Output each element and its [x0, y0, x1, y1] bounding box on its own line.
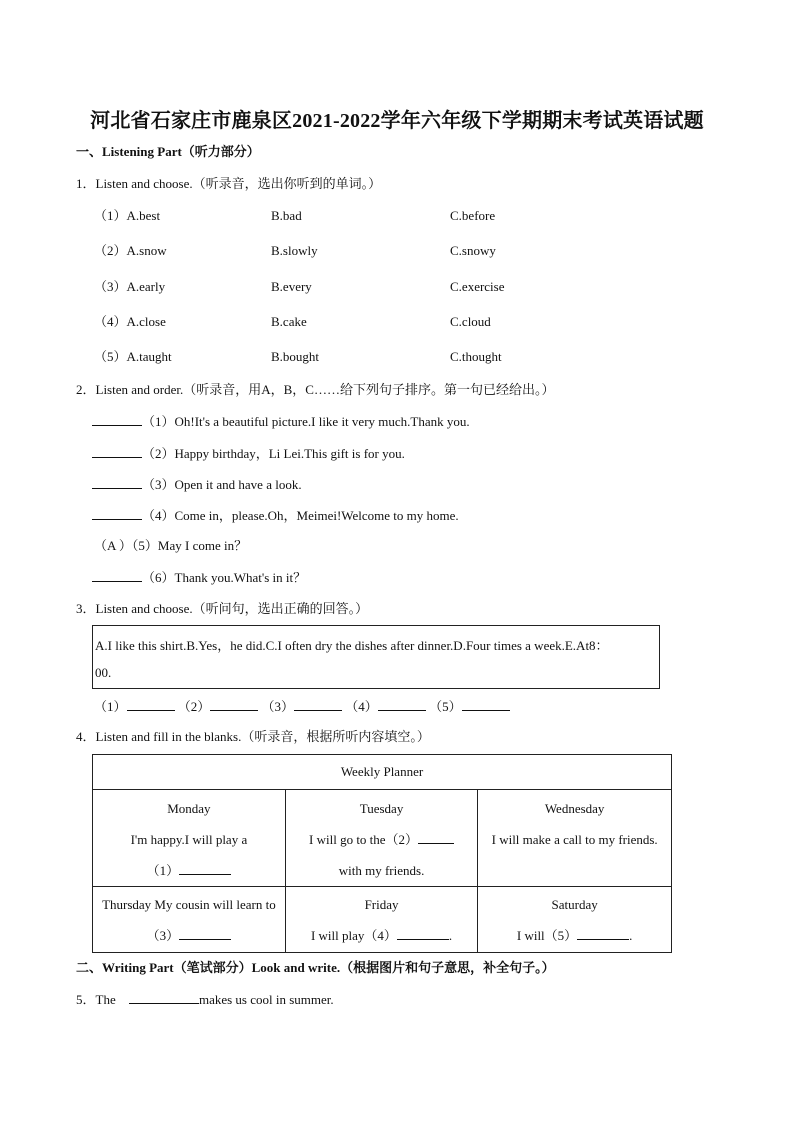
q2-item-text: （2）Happy birthday，Li Lei.This gift is for you. [142, 446, 405, 461]
cell-text: Thursday My cousin will learn to [102, 897, 276, 912]
q1-row3-option-c: C.exercise [450, 279, 505, 294]
planner-header: Weekly Planner [93, 755, 672, 790]
cell-text: I will go to the（2） [309, 832, 419, 847]
cell-answer-line [93, 920, 285, 951]
q3-options-line2: 00. [95, 665, 112, 680]
q3-answer-label: （1） [94, 699, 127, 714]
q1-row5-option-a: （5）A.taught [94, 349, 172, 364]
cell-text: with my friends. [338, 863, 425, 878]
cell-answer-line [286, 920, 477, 951]
q5-sentence [76, 991, 334, 1008]
day-label: Monday [167, 801, 211, 816]
answer-blank[interactable] [179, 927, 231, 940]
q2-item-text: （3）Open it and have a look. [142, 477, 302, 492]
answer-blank[interactable] [294, 698, 342, 711]
q3-answer-label: （2） [177, 699, 211, 714]
cell-text: . [448, 928, 453, 943]
q2-item [92, 445, 405, 462]
q3-answer-label: （3） [261, 699, 295, 714]
answer-blank[interactable] [397, 927, 449, 940]
section-listening-heading: 一、Listening Part（听力部分） [76, 144, 260, 159]
cell-text: . [629, 928, 633, 943]
q3-answer-row [94, 698, 510, 715]
q2-instruction: 2．Listen and order.（听录音，用A，B，C……给下列句子排序。第一句已经给出。） [76, 382, 555, 397]
answer-blank[interactable] [92, 445, 142, 458]
cell-answer-line [478, 920, 671, 951]
q1-row1-option-a: （1）A.best [94, 208, 161, 223]
day-label: Wednesday [544, 801, 605, 816]
cell-text: I'm happy.I will play a [130, 832, 248, 847]
q1-row4-option-b: B.cake [271, 314, 307, 329]
q5-text-pre: 5．The [76, 992, 116, 1007]
q1-row5-option-b: B.bought [271, 349, 320, 364]
section-writing-heading: 二、Writing Part（笔试部分）Look and write.（根据图片和句子意思，补全句子。） [76, 960, 555, 975]
cell-text: I will play（4） [310, 928, 397, 943]
q5-text-post: makes us cool in summer. [198, 992, 334, 1007]
q3-options-box [92, 625, 660, 689]
q1-row2-option-c: C.snowy [450, 243, 496, 258]
q2-item-text: （6）Thank you.What's in it？ [142, 570, 307, 585]
cell-text: I will make a call to my friends. [491, 832, 658, 847]
q2-item-given: （A ）（5）May I come in？ [94, 538, 248, 553]
q1-row1-option-b: B.bad [271, 208, 302, 223]
day-label: Tuesday [359, 801, 404, 816]
q2-item-text: （1）Oh!It's a beautiful picture.I like it very much.Thank you. [142, 414, 470, 429]
answer-blank[interactable] [462, 698, 510, 711]
planner-cell-wednesday [478, 790, 672, 887]
weekly-planner-table [92, 754, 672, 953]
answer-blank[interactable] [92, 413, 142, 426]
cell-text: （1） [146, 863, 180, 878]
planner-cell-friday [285, 887, 477, 953]
cell-text: （3） [146, 928, 180, 943]
cell-answer-line [286, 824, 477, 855]
q1-row2-option-b: B.slowly [271, 243, 318, 258]
q1-row4-option-c: C.cloud [450, 314, 491, 329]
answer-blank[interactable] [92, 476, 142, 489]
answer-blank[interactable] [378, 698, 426, 711]
q1-row4-option-a: （4）A.close [94, 314, 166, 329]
answer-blank[interactable] [210, 698, 258, 711]
answer-blank[interactable] [92, 569, 142, 582]
q2-item [92, 507, 459, 524]
cell-answer-line [93, 855, 285, 886]
q3-options-line1: A.I like this shirt.B.Yes，he did.C.I often dry the dishes after dinner.D.Four times a week.E.At8： [95, 638, 609, 653]
q3-answer-label: （4） [345, 699, 378, 714]
answer-blank[interactable] [127, 698, 175, 711]
q2-item [92, 569, 306, 586]
q3-instruction: 3．Listen and choose.（听问句，选出正确的回答。） [76, 601, 369, 616]
planner-cell-tuesday [285, 790, 477, 887]
answer-blank[interactable] [418, 831, 454, 844]
q1-row3-option-b: B.every [271, 279, 312, 294]
day-label: Saturday [551, 897, 598, 912]
answer-blank[interactable] [92, 507, 142, 520]
day-label: Friday [364, 897, 399, 912]
q2-item [92, 413, 470, 430]
answer-blank[interactable] [577, 927, 629, 940]
q1-row1-option-c: C.before [450, 208, 496, 223]
q2-item-text: （4）Come in，please.Oh，Meimei!Welcome to my home. [142, 508, 459, 523]
page-title: 河北省石家庄市鹿泉区2021-2022学年六年级下学期期末考试英语试题 [90, 110, 704, 132]
answer-blank[interactable] [179, 862, 231, 875]
planner-cell-saturday [478, 887, 672, 953]
q1-row5-option-c: C.thought [450, 349, 502, 364]
q2-item [92, 476, 302, 493]
cell-text: I will（5） [516, 928, 578, 943]
q1-instruction: 1．Listen and choose.（听录音，选出你听到的单词。） [76, 176, 382, 191]
planner-cell-monday [93, 790, 286, 887]
q1-row3-option-a: （3）A.early [94, 279, 166, 294]
answer-blank[interactable] [129, 991, 199, 1004]
q3-answer-label: （5） [429, 699, 462, 714]
planner-cell-thursday [93, 887, 286, 953]
q1-row2-option-a: （2）A.snow [94, 243, 167, 258]
q4-instruction: 4．Listen and fill in the blanks.（听录音，根据所听内容填空。） [76, 729, 430, 744]
